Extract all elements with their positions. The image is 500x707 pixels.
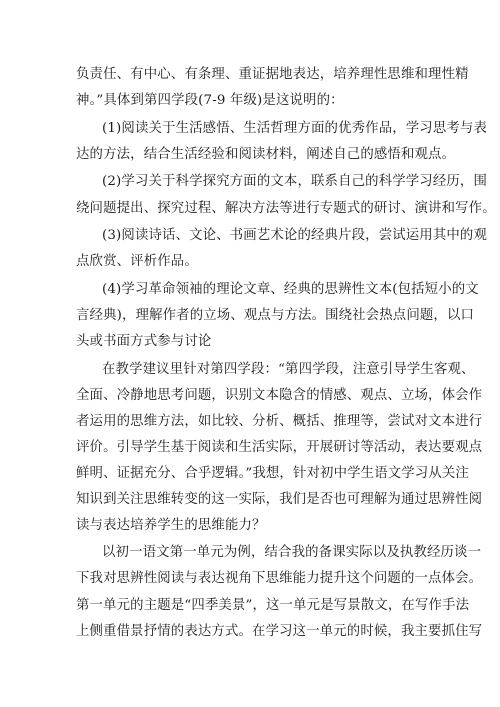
text-line: 全面、冷静地思考问题，识别文本隐含的情感、观点、立场，体会作: [76, 388, 483, 403]
text-line: (2)学习关于科学探究方面的文本，联系自己的科学学习经历，围: [102, 174, 488, 189]
text-line: 负责任、有中心、有条理、重证据地表达，培养理性思维和理性精: [76, 67, 469, 82]
text-line: 上侧重借景抒情的表达方式。在学习这一单元的时候，我主要抓住写: [76, 624, 483, 639]
text-line: 在教学建议里针对第四学段：“第四学段，注意引导学生客观、: [102, 362, 475, 377]
text-line: 下我对思辨性阅读与表达视角下思维能力提升这个问题的一点体会。: [76, 571, 483, 586]
text-line: (3)阅读诗话、文论、书画艺术论的经典片段，尝试运用其中的观: [102, 228, 488, 243]
text-line: 头或书面方式参与讨论: [76, 334, 212, 349]
text-line: 达的方法，结合生活经验和阅读材料，阐述自己的感悟和观点。: [76, 147, 456, 162]
text-line: 言经典)，理解作者的立场、观点与方法。围绕社会热点问题，以口: [76, 308, 475, 323]
text-line: 神。”具体到第四学段(7-9 年级)是这说明的：: [76, 93, 344, 108]
text-line: 绕问题提出、探究过程、解决方法等进行专题式的研讨、演讲和写作。: [76, 201, 496, 216]
text-line: 知识到关注思维转变的这一实际，我们是否也可理解为通过思辨性阅: [76, 492, 483, 507]
text-line: 评价。引导学生基于阅读和生活实际，开展研讨等活动，表达要观点: [76, 440, 483, 455]
text-line: 读与表达培养学生的思维能力？: [76, 518, 266, 533]
text-line: 点欣赏、评析作品。: [76, 254, 198, 269]
text-line: 第一单元的主题是“四季美景”，这一单元是写景散文，在写作手法: [76, 598, 470, 613]
text-line: (4)学习革命领袖的理论文章、经典的思辨性文本(包括短小的文: [102, 282, 479, 297]
text-line: 者运用的思维方法，如比较、分析、概括、推理等，尝试对文本进行: [76, 414, 483, 429]
text-line: 鲜明、证据充分、合乎逻辑。”我想，针对初中学生语文学习从关注: [76, 466, 469, 481]
text-line: (1)阅读关于生活感悟、生活哲理方面的优秀作品，学习思考与表: [102, 121, 488, 136]
text-line: 以初一语文第一单元为例，结合我的备课实际以及执教经历谈一: [102, 545, 482, 560]
